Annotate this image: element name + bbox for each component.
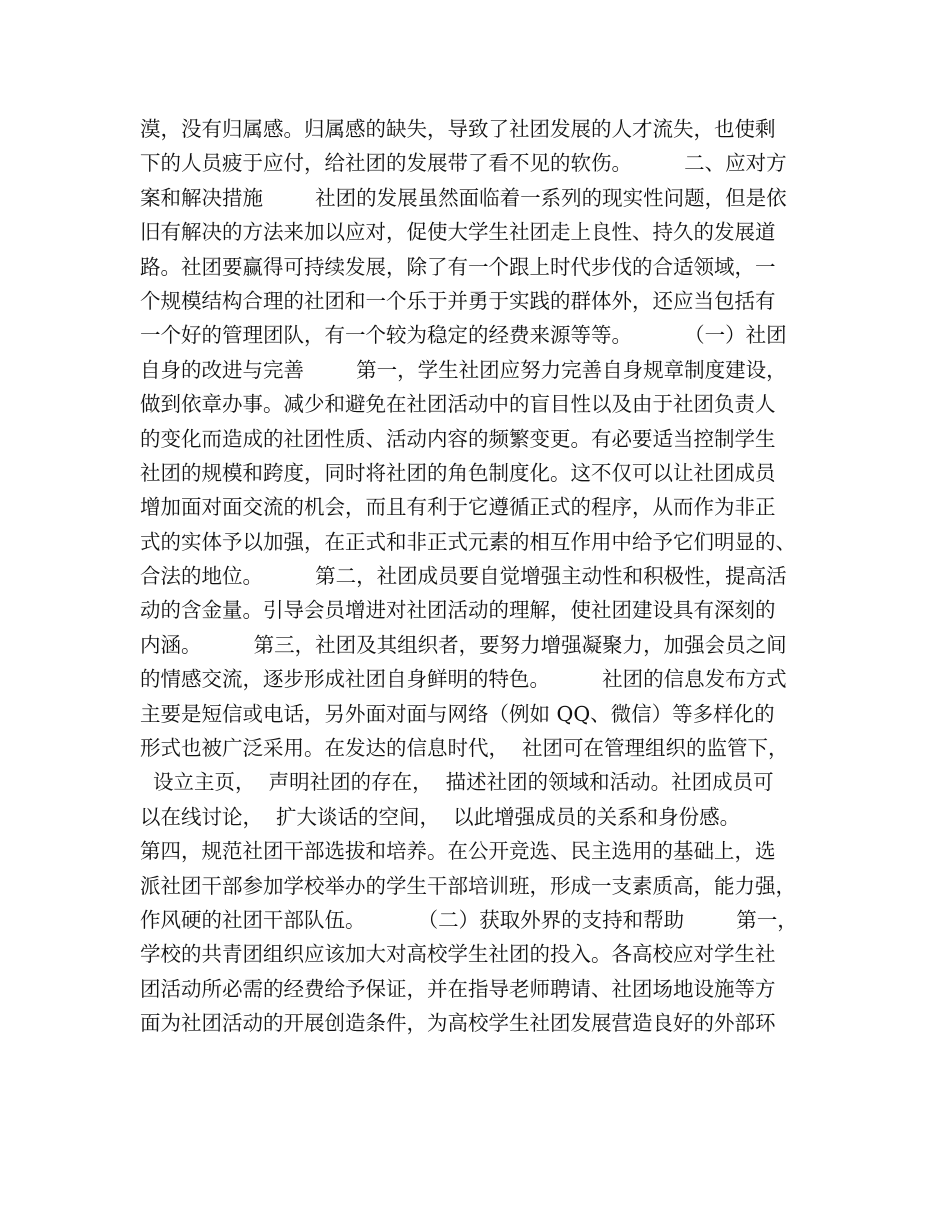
text-line: 案和解决措施 社团的发展虽然面临着一系列的现实性问题，但是依 <box>140 185 787 210</box>
text-line: 社团的规模和跨度，同时将社团的角色制度化。这不仅可以让社团成员 <box>140 460 776 485</box>
text-line: 路。社团要赢得可持续发展，除了有一个跟上时代步伐的合适领域，一 <box>140 254 776 279</box>
text-line: 漠，没有归属感。归属感的缺失，导致了社团发展的人才流失，也使剩 <box>140 117 776 141</box>
text-line: 式的实体予以加强，在正式和非正式元素的相互作用中给予它们明显的、 <box>140 529 796 554</box>
text-line: 个规模结构合理的社团和一个乐于并勇于实践的群体外，还应当包括有 <box>140 288 776 313</box>
text-line: 动的含金量。引导会员增进对社团活动的理解，使社团建设具有深刻的 <box>140 598 776 623</box>
text-line: 增加面对面交流的机会，而且有利于它遵循正式的程序，从而作为非正 <box>140 495 776 520</box>
text-line: 以在线讨论， 扩大谈话的空间， 以此增强成员的关系和身份感。 <box>140 804 741 829</box>
text-line: 团活动所必需的经费给予保证，并在指导老师聘请、社团场地设施等方 <box>140 976 776 1001</box>
text-line: 做到依章办事。减少和避免在社团活动中的盲目性以及由于社团负责人 <box>140 392 776 417</box>
text-line: 内涵。 第三，社团及其组织者，要努力增强凝聚力，加强会员之间 <box>140 632 787 657</box>
text-line: 合法的地位。 第二，社团成员要自觉增强主动性和积极性，提高活 <box>140 564 787 589</box>
body-text <box>140 112 830 1041</box>
text-line: 设立主页， 声明社团的存在， 描述社团的领域和活动。社团成员可 <box>140 770 774 795</box>
text-line: 面为社团活动的开展创造条件，为高校学生社团发展营造良好的外部环 <box>140 1011 776 1036</box>
text-line: 派社团干部参加学校举办的学生干部培训班，形成一支素质高，能力强， <box>140 873 796 898</box>
text-line: 一个好的管理团队，有一个较为稳定的经费来源等等。 （一）社团 <box>140 323 787 348</box>
text-line: 的情感交流，逐步形成社团自身鲜明的特色。 社团的信息发布方式 <box>140 667 787 692</box>
text-line: 主要是短信或电话，另外面对面与网络（例如 QQ、微信）等多样化的 <box>140 701 775 726</box>
text-line: 作风硬的社团干部队伍。 （二）获取外界的支持和帮助 第一， <box>140 907 798 932</box>
text-line: 下的人员疲于应付，给社团的发展带了看不见的软伤。 二、应对方 <box>140 151 787 176</box>
text-line: 形式也被广泛采用。在发达的信息时代， 社团可在管理组织的监管下， <box>140 736 789 761</box>
text-line: 学校的共青团组织应该加大对高校学生社团的投入。各高校应对学生社 <box>140 942 776 967</box>
text-line: 的变化而造成的社团性质、活动内容的频繁变更。有必要适当控制学生 <box>140 426 776 451</box>
text-line: 第四，规范社团干部选拔和培养。在公开竞选、民主选用的基础上，选 <box>140 839 776 864</box>
text-line: 自身的改进与完善 第一，学生社团应努力完善自身规章制度建设， <box>140 357 787 382</box>
text-line: 旧有解决的方法来加以应对，促使大学生社团走上良性、持久的发展道 <box>140 220 776 245</box>
